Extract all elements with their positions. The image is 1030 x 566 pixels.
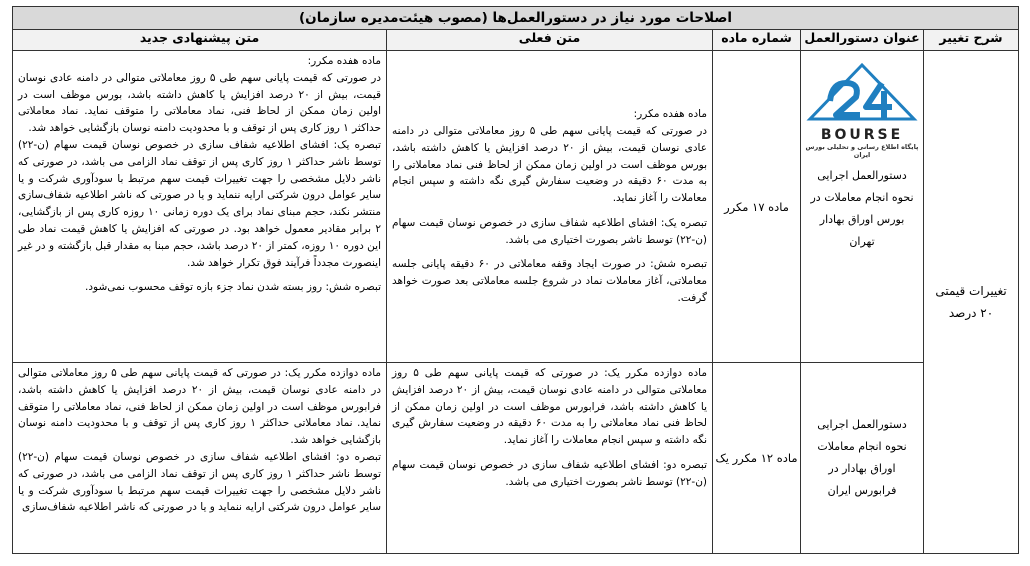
table-row — [13, 363, 1019, 554]
current-paragraph: تبصره یک: افشای اطلاعیه شفاف سازی در خصوص نوسان قیمت سهام (ن-۲۲) توسط ناشر بصورت اختیاری می باشد. — [392, 216, 708, 246]
proposed-text — [13, 51, 386, 298]
current-paragraph: در صورتی که قیمت پایانی سهم طی ۵ روز معاملاتی متوالی در دامنه عادی نوسان قیمت، بیش از ۲۰ درصد افزایش یا کاهش داشته باشد، بورس موظف است در اولین زمان ممکن از لحاظ فنی نماد معاملاتی را به مدت ۶۰ دقیقه در وضعیت سفارش گیری نگه داشته و سپس انجام معاملات را آغاز نماید. — [392, 124, 708, 205]
rule-title-cell — [801, 363, 924, 554]
current-paragraph: ماده دوازده مکرر یک: در صورتی که قیمت پایانی سهم طی ۵ روز معاملاتی متوالی در دامنه عادی نوسان قیمت، بیش از ۲۰ درصد افزایش یا کاهش داشته باشد، فرابورس موظف است در اولین زمان ممکن از لحاظ فنی نماد معاملاتی را به مدت ۶۰ دقیقه در وضعیت سفارش گیری نگه داشته و سپس انجام معاملات را آغاز نماید. — [392, 367, 708, 447]
proposed-paragraph: ماده دوازده مکرر یک: در صورتی که قیمت پایانی سهم طی ۵ روز معاملاتی متوالی در دامنه عادی نوسان قیمت، بیش از ۲۰ درصد افزایش یا کاهش داشته باشد، فرابورس موظف است در اولین زمان ممکن از لحاظ فنی، نماد معاملاتی را متوقف نماید. نماد معاملاتی حداکثر ۱ روز کاری پس از توقف و با محدودیت دامنه نوسان بازگشایی خواهد شد. — [18, 367, 382, 447]
table-row — [13, 51, 1019, 363]
proposed-text-cell — [13, 363, 387, 554]
current-text-cell — [387, 363, 713, 554]
header-article-no: شماره ماده — [713, 30, 801, 51]
article-number: ماده ۱۲ مکرر یک — [715, 451, 798, 465]
proposed-paragraph: تبصره یک: افشای اطلاعیه شفاف سازی در خصوص نوسان قیمت سهام (ن-۲۲) توسط ناشر حداکثر ۱ روز کاری پس از توقف نماد الزامی می باشد، در صورتی که ناشر دلایل مشخصی را جهت تغییرات قیمت سهم مرتبط با سودآوری شرکت و یا سایر عوامل درون شرکتی ارایه ننماید و یا در صورتی که ناشر اطلاعیه شفاف‌سازی منتشر نکند، حجم مبنای نماد برای یک دوره زمانی ۱۰ روزه کاری پس از بازگشایی، ۲ برابر مقادیر معمول خواهد بود. در صورتی که افزایش یا کاهش قیمت نماد طی این دوره ۱۰ روزه، کمتر از ۲۰ درصد باشد، حجم مبنا به مقدار قبل بازگشته و در غیر اینصورت مجدداً فرآیند فوق تکرار خواهد شد. — [18, 138, 382, 269]
proposed-paragraph: ماده هفده مکرر: — [307, 55, 382, 67]
header-rule-title: عنوان دستورالعمل — [801, 30, 924, 51]
rule-title: دستورالعمل اجرایی نحوه انجام معاملات اوراق بهادار در فرابورس ایران — [817, 418, 907, 497]
table-title: اصلاحات مورد نیاز در دستورالعمل‌ها (مصوب هیئت‌مدیره سازمان) — [13, 7, 1019, 30]
proposed-paragraph: تبصره دو: افشای اطلاعیه شفاف سازی در خصوص نوسان قیمت سهام (ن-۲۲) توسط ناشر حداکثر ۱ روز کاری پس از توقف نماد الزامی می باشد، در صورتی که ناشر دلایل مشخصی را جهت تغییرات قیمت سهم مرتبط با سودآوری شرکت و یا سایر عوامل درون شرکتی ارایه ننماید و یا در صورتی که ناشر اطلاعیه شفاف‌سازی — [18, 450, 382, 514]
logo-subtitle: پایگاه اطلاع رسانی و تحلیلی بورس ایران — [805, 143, 919, 159]
proposed-text-cell — [13, 51, 387, 363]
current-text-cell — [387, 51, 713, 363]
proposed-paragraph: در صورتی که قیمت پایانی سهم طی ۵ روز معاملاتی متوالی در دامنه عادی نوسان قیمت، بیش از ۲۰ درصد افزایش یا کاهش داشته باشد، بورس موظف است در اولین زمان ممکن از لحاظ فنی، نماد معاملاتی را متوقف نماید. نماد معاملاتی حداکثر ۱ روز کاری پس از توقف و با محدودیت دامنه نوسان بازگشایی خواهد شد. — [18, 71, 382, 135]
current-text — [387, 363, 712, 493]
change-description: تغییرات قیمتی ۲۰ درصد — [935, 284, 1007, 320]
bourse-logo — [801, 61, 923, 159]
current-paragraph: تبصره دو: افشای اطلاعیه شفاف سازی در خصوص نوسان قیمت سهام (ن-۲۲) توسط ناشر بصورت اختیاری می باشد. — [392, 458, 708, 488]
change-description-cell — [924, 51, 1019, 554]
rule-title-cell — [801, 51, 924, 363]
bourse-logo-graphic — [802, 61, 922, 123]
article-no-cell — [713, 51, 801, 363]
current-paragraph: تبصره شش: در صورت ایجاد وقفه معاملاتی در ۶۰ دقیقه پایانی جلسه معاملاتی، آغاز معاملات نماد در شروع جلسه معاملاتی بعد صورت خواهد گرفت. — [392, 258, 708, 305]
article-number: ماده ۱۷ مکرر — [724, 199, 789, 214]
header-change-desc: شرح تغییر — [924, 30, 1019, 51]
article-no-cell — [713, 363, 801, 554]
header-proposed-text: متن پیشنهادی جدید — [13, 30, 387, 51]
current-text — [387, 104, 712, 309]
amendments-table — [12, 6, 1019, 554]
proposed-text — [13, 363, 386, 553]
proposed-paragraph: تبصره شش: روز بسته شدن نماد جزء بازه توقف محسوب نمی‌شود. — [85, 281, 382, 294]
rule-title: دستورالعمل اجرایی نحوه انجام معاملات در بورس اوراق بهادار تهران — [810, 169, 914, 248]
current-paragraph: ماده هفده مکرر: — [633, 108, 708, 121]
header-current-text: متن فعلی — [387, 30, 713, 51]
logo-brand: BOURSE — [820, 127, 904, 143]
